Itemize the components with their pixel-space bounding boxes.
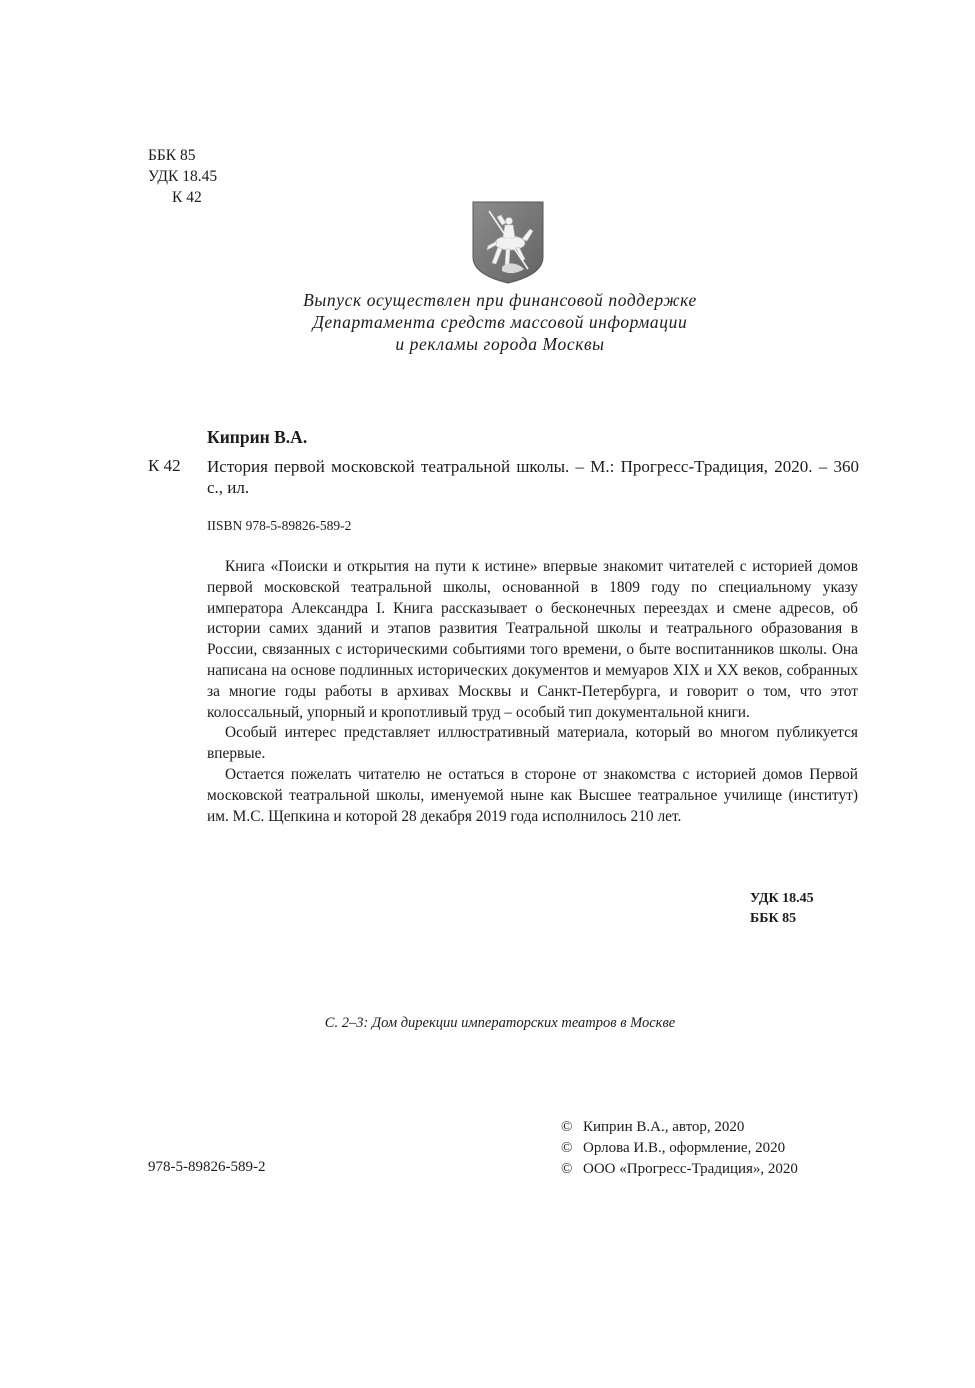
copyright-symbol: © <box>561 1140 573 1156</box>
copyright-row <box>561 1138 798 1159</box>
funding-notice <box>200 289 800 355</box>
catalog-code: К 42 <box>148 456 181 475</box>
copyright-symbol: © <box>561 1161 573 1177</box>
bbk-code: ББК 85 <box>148 147 196 164</box>
index-block <box>750 889 814 929</box>
copyright-text: Киприн В.А., автор, 2020 <box>583 1119 745 1135</box>
classification-codes <box>148 145 217 208</box>
illustration-caption: С. 2–3: Дом дирекции императорских театров в Москве <box>324 1015 676 1031</box>
funding-line: Департамента средств массовой информации <box>312 312 688 332</box>
copyright-text: Орлова И.В., оформление, 2020 <box>583 1140 786 1156</box>
udk-code: УДК 18.45 <box>148 168 218 185</box>
funding-line: Выпуск осуществлен при финансовой поддержке <box>303 290 697 310</box>
funding-line: и рекламы города Москвы <box>395 334 605 354</box>
author-mark: К 42 <box>172 189 202 206</box>
annotation-paragraph: Особый интерес представляет иллюстративный материала, который во многом публикуется впервые. <box>207 724 858 763</box>
copyright-text: ООО «Прогресс-Традиция», 2020 <box>583 1161 798 1177</box>
isbn-number: 978-5-89826-589-2 <box>148 1159 266 1175</box>
annotation-paragraph: Книга «Поиски и открытия на пути к истине» впервые знакомит читателей с историей домов первой московской театральной школы, основанной в 1809 году по специальному указу императора Александра I. Книга рассказывает о бесконечных переездах и смене адресов, об истории самих зданий и этапов развития Театральной школы и театрального образования в России, связанных с историческими событиями того времени, о быте воспитанников школы. Она написана на основе подлинных исторических документов и мемуаров XIX и XX веков, собранных за многие годы работы в архивах Москвы и Санкт-Петербурга, и говорит о том, что этот колоссальный, упорный и кропотливый труд – особый тип документальной книги. <box>207 558 858 721</box>
catalog-author: Киприн В.А. <box>207 427 308 447</box>
catalog-isbn: IISBN 978-5-89826-589-2 <box>207 518 352 533</box>
annotation-paragraph: Остается пожелать читателю не остаться в стороне от знакомства с историей домов Первой московской театральной школы, именуемой ныне как Высшее театральное училище (институт) им. М.С. Щепкина и которой 28 декабря 2019 года исполнилось 210 лет. <box>207 765 858 825</box>
copyright-row <box>561 1117 798 1138</box>
catalog-title: История первой московской театральной школы. – М.: Прогресс-Традиция, 2020. – 360 с., ил. <box>207 457 859 497</box>
copyright-row <box>561 1159 798 1180</box>
index-bbk: ББК 85 <box>750 911 797 926</box>
annotation <box>207 557 858 827</box>
copyright-symbol: © <box>561 1119 573 1135</box>
index-udk: УДК 18.45 <box>750 891 814 906</box>
moscow-coat-of-arms-icon <box>472 201 544 284</box>
copyright-block <box>561 1117 798 1180</box>
